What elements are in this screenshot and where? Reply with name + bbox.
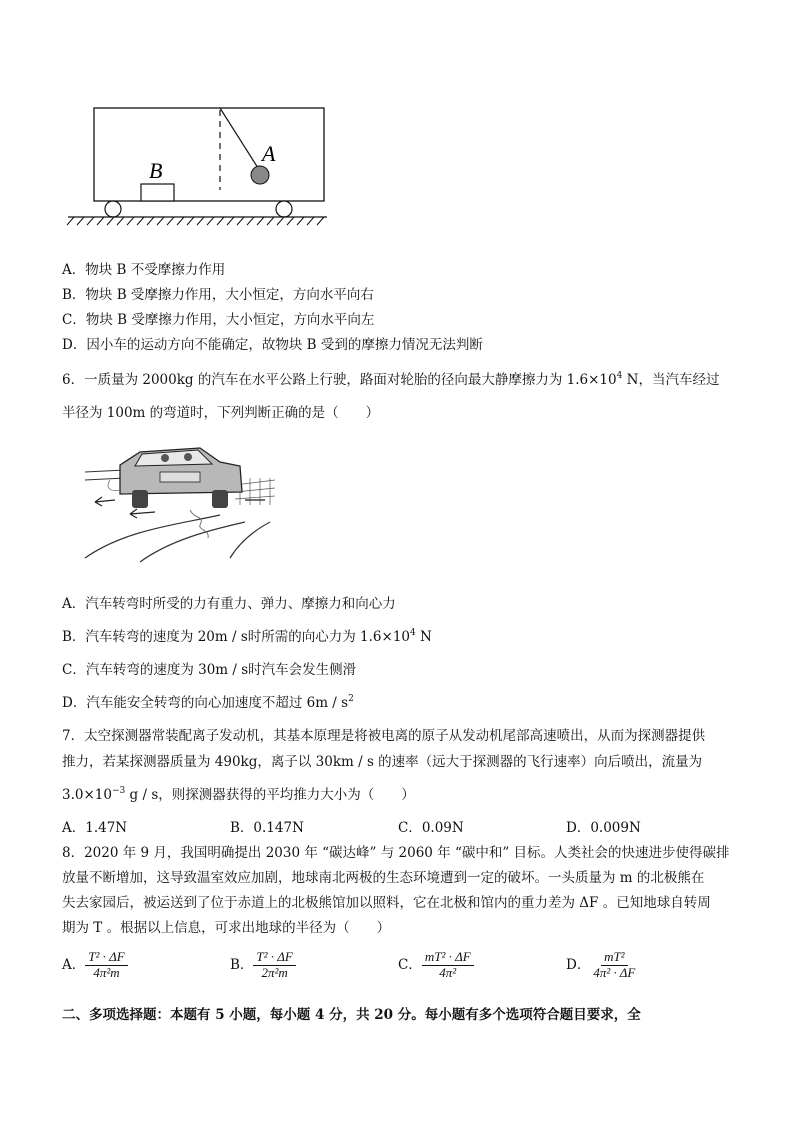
q5-option-c: C．物块 B 受摩擦力作用，大小恒定，方向水平向左 xyxy=(62,312,375,328)
q8-line1: 8．2020 年 9 月，我国明确提出 2030 年 “碳达峰” 与 2060 年 “碳中和” 目标。人类社会的快速进步使得碳排 xyxy=(62,845,730,861)
q5-option-a: A．物块 B 不受摩擦力作用 xyxy=(62,262,226,278)
q7-option-d: D．0.009N xyxy=(566,820,641,836)
car-figure xyxy=(80,430,280,565)
q8-line3: 失去家园后，被运送到了位于赤道上的北极熊馆加以照料，它在北极和馆内的重力差为 ΔF 。已知地球自转周 xyxy=(62,895,711,911)
q6-stem-line2: 半径为 100m 的弯道时，下列判断正确的是（ ） xyxy=(62,405,380,421)
q7-line1: 7．太空探测器常装配离子发动机，其基本原理是将被电离的原子从发动机尾部高速喷出，从而为探测器提供 xyxy=(62,728,706,744)
car-body xyxy=(120,448,242,508)
q7-option-b: B．0.147N xyxy=(230,820,304,836)
wheel-right xyxy=(276,201,292,217)
q8-option-a: A． $\frac{\text{T² · ΔF}}{\text{4π²m}}$ xyxy=(62,950,128,981)
label-a: A xyxy=(262,141,276,166)
q7-option-a: A．1.47N xyxy=(62,820,128,836)
q5-option-d: D．因小车的运动方向不能确定，故物块 B 受到的摩擦力情况无法判断 xyxy=(62,337,483,353)
cart-figure xyxy=(62,100,332,230)
cart-body xyxy=(94,108,324,201)
q6-stem-line1: 6．一质量为 2000kg 的汽车在水平公路上行驶，路面对轮胎的径向最大静摩擦力为 $1.6\times 10^4$ N，当汽车经过 xyxy=(62,371,720,388)
block-b xyxy=(141,184,174,201)
q6-option-b: B．汽车转弯的速度为 20m / s时所需的向心力为 $1.6\times 10^4$ N xyxy=(62,628,432,645)
q6-option-c: C．汽车转弯的速度为 30m / s时汽车会发生侧滑 xyxy=(62,662,357,678)
q8-option-d: D． $\frac{\text{mT²}}{\text{4π² · ΔF}}$ xyxy=(566,949,636,980)
q6-option-a: A．汽车转弯时所受的力有重力、弹力、摩擦力和向心力 xyxy=(62,596,396,612)
q6-option-d: D．汽车能安全转弯的向心加速度不超过 $6m / s^2$ xyxy=(62,694,354,711)
wheel-left xyxy=(105,201,121,217)
q5-option-b: B．物块 B 受摩擦力作用，大小恒定，方向水平向右 xyxy=(62,287,374,303)
q8-line2: 放量不断增加，这导致温室效应加剧，地球南北两极的生态环境遭到一定的破坏。一头质量为 m 的北极熊在 xyxy=(62,870,705,886)
q8-option-b: B． $\frac{\text{T² · ΔF}}{\text{2π²m}}$ xyxy=(230,950,296,981)
label-b: B xyxy=(149,158,163,183)
q7-option-c: C．0.09N xyxy=(398,820,464,836)
ground-hatching xyxy=(67,217,324,225)
section-2-heading: 二、多项选择题：本题有 5 小题，每小题 4 分，共 20 分。每小题有多个选项符合题目要求，全 xyxy=(62,1007,641,1023)
q7-line2: 推力，若某探测器质量为 490kg，离子以 30km / s 的速率（远大于探测器的飞行速率）向后喷出，流量为 xyxy=(62,754,703,770)
pendulum-string xyxy=(220,108,258,168)
pendulum-ball xyxy=(251,166,269,184)
q7-line3: $3.0\times 10^{-3}$ g / s，则探测器获得的平均推力大小为（ ） xyxy=(62,786,415,803)
q8-option-c: C． $\frac{\text{mT² · ΔF}}{\text{4π²}}$ xyxy=(398,950,474,981)
q8-line4: 期为 T 。根据以上信息，可求出地球的半径为（ ） xyxy=(62,920,391,936)
